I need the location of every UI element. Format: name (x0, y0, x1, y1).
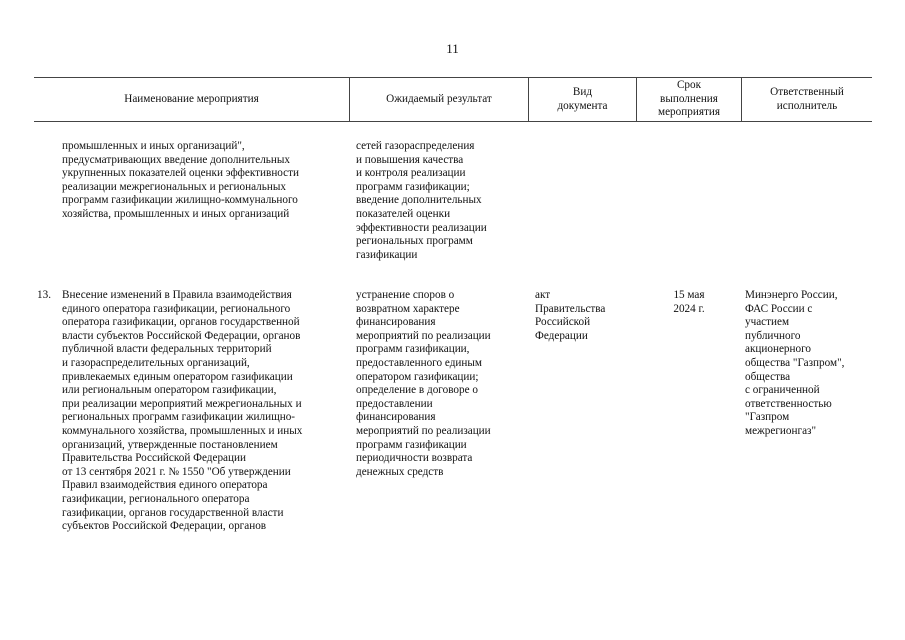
header-col-deadline: Срок выполнения мероприятия (658, 79, 720, 119)
row13-doc-type-cell: акт Правительства Российской Федерации (535, 289, 606, 342)
continuation-result-cell: сетей газораспределения и повышения качества и контроля реализации программ газификации; введение дополнительных показателей оценки эффективности реализации региональных программ газификации (356, 140, 487, 261)
header-col-name: Наименование мероприятия (124, 92, 259, 105)
header-col-doc-type: Вид документа (557, 86, 608, 112)
row13-responsible-cell: Минэнерго России, ФАС России с участием публичного акционерного общества "Газпром", общества с ограниченной ответственностью "Газпром межрегионгаз" (745, 289, 845, 437)
page-number: 11 (446, 41, 459, 56)
continuation-name-cell: промышленных и иных организаций", предусматривающих введение дополнительных укрупненных показателей оценки эффективности реализации межрегиональных и региональных программ газификации жилищно-коммунального хозяйства, промышленных и иных организаций (62, 140, 300, 220)
row-number: 13. (37, 289, 51, 301)
header-col-result: Ожидаемый результат (386, 92, 492, 105)
row13-result-cell: устранение споров о возвратном характере финансирования мероприятий по реализации программ газификации, предоставленного единым оператором газификации; определение в договоре о предоставлении финансирования мероприятий по реализации программ газификации периодичности возврата денежных средств (356, 289, 491, 478)
row13-deadline-cell: 15 мая 2024 г. (673, 289, 705, 315)
header-col-responsible: Ответственный исполнитель (770, 86, 844, 112)
row13-name-cell: Внесение изменений в Правила взаимодействия единого оператора газификации, регионального оператора газификации, органов государственной власти субъектов Российской Федерации, органов публичной власти федеральных территорий и газораспределительных организаций, привлекаемых единым оператором газификации или региональным оператором газификации, при реализации мероприятий межрегиональных и региональных программ газификации жилищно- коммунального хозяйства, промышленных и иных организаций, утвержденные постановлением Правительства Российской Федерации от 13 сентября 2021 г. № 1550 "Об утверждении Правил взаимодействия единого оператора газификации, регионального оператора газификации, органов государственной власти субъектов Российской Федерации, органов (62, 289, 303, 533)
table-header-bottom-rule (34, 121, 872, 122)
